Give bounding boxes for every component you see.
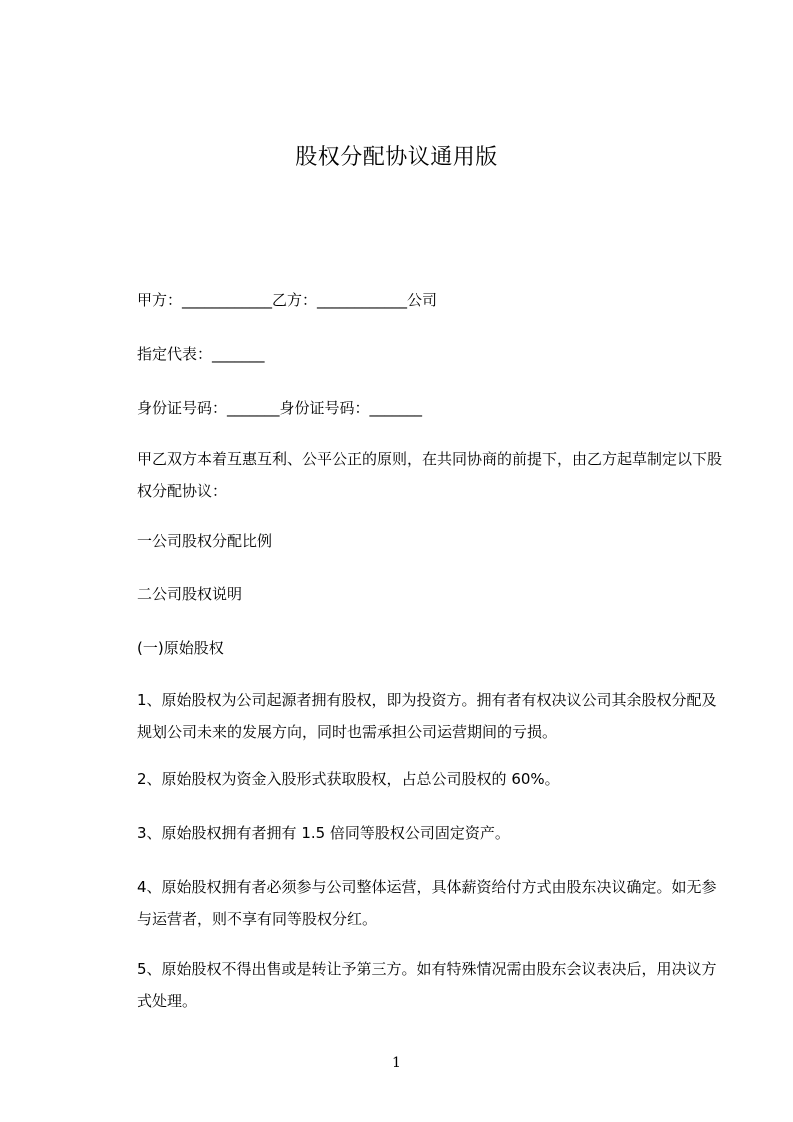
item-3-line: 3、原始股权拥有者拥有 1.5 倍同等股权公司固定资产。 (137, 824, 510, 842)
subsection-heading-original-equity: (一)原始股权 (137, 639, 224, 657)
intro-text: 甲乙双方本着互惠互利、公平公正的原则，在共同协商的前提下，由乙方起草制定以下股权分配协议： (137, 450, 723, 500)
item-4-paragraph (103, 871, 723, 935)
item-4-text: 4、原始股权拥有者必须参与公司整体运营，具体薪资给付方式由股东决议确定。如无参与运营者，则不享有同等股权分红。 (137, 878, 717, 928)
section-heading-1: 一公司股权分配比例 (137, 532, 273, 550)
id-number-line: 身份证号码：_______身份证号码：_______ (137, 399, 423, 417)
page-number: 1 (392, 1055, 401, 1071)
item-2-line: 2、原始股权为资金入股形式获取股权，占总公司股权的 60%。 (137, 770, 560, 788)
item-5-text: 5、原始股权不得出售或是转让予第三方。如有特殊情况需由股东会议表决后，用决议方式处理。 (137, 960, 717, 1010)
item-1-paragraph (103, 684, 723, 748)
item-1-text: 1、原始股权为公司起源者拥有股权，即为投资方。拥有者有权决议公司其余股权分配及规划公司未来的发展方向，同时也需承担公司运营期间的亏损。 (137, 691, 717, 741)
section-heading-2: 二公司股权说明 (137, 585, 243, 603)
document-title: 股权分配协议通用版 (295, 145, 498, 170)
parties-line: 甲方：____________乙方：____________公司 (137, 291, 438, 309)
item-5-paragraph (103, 953, 723, 1017)
intro-paragraph (103, 443, 723, 507)
representative-line: 指定代表：_______ (137, 345, 265, 363)
